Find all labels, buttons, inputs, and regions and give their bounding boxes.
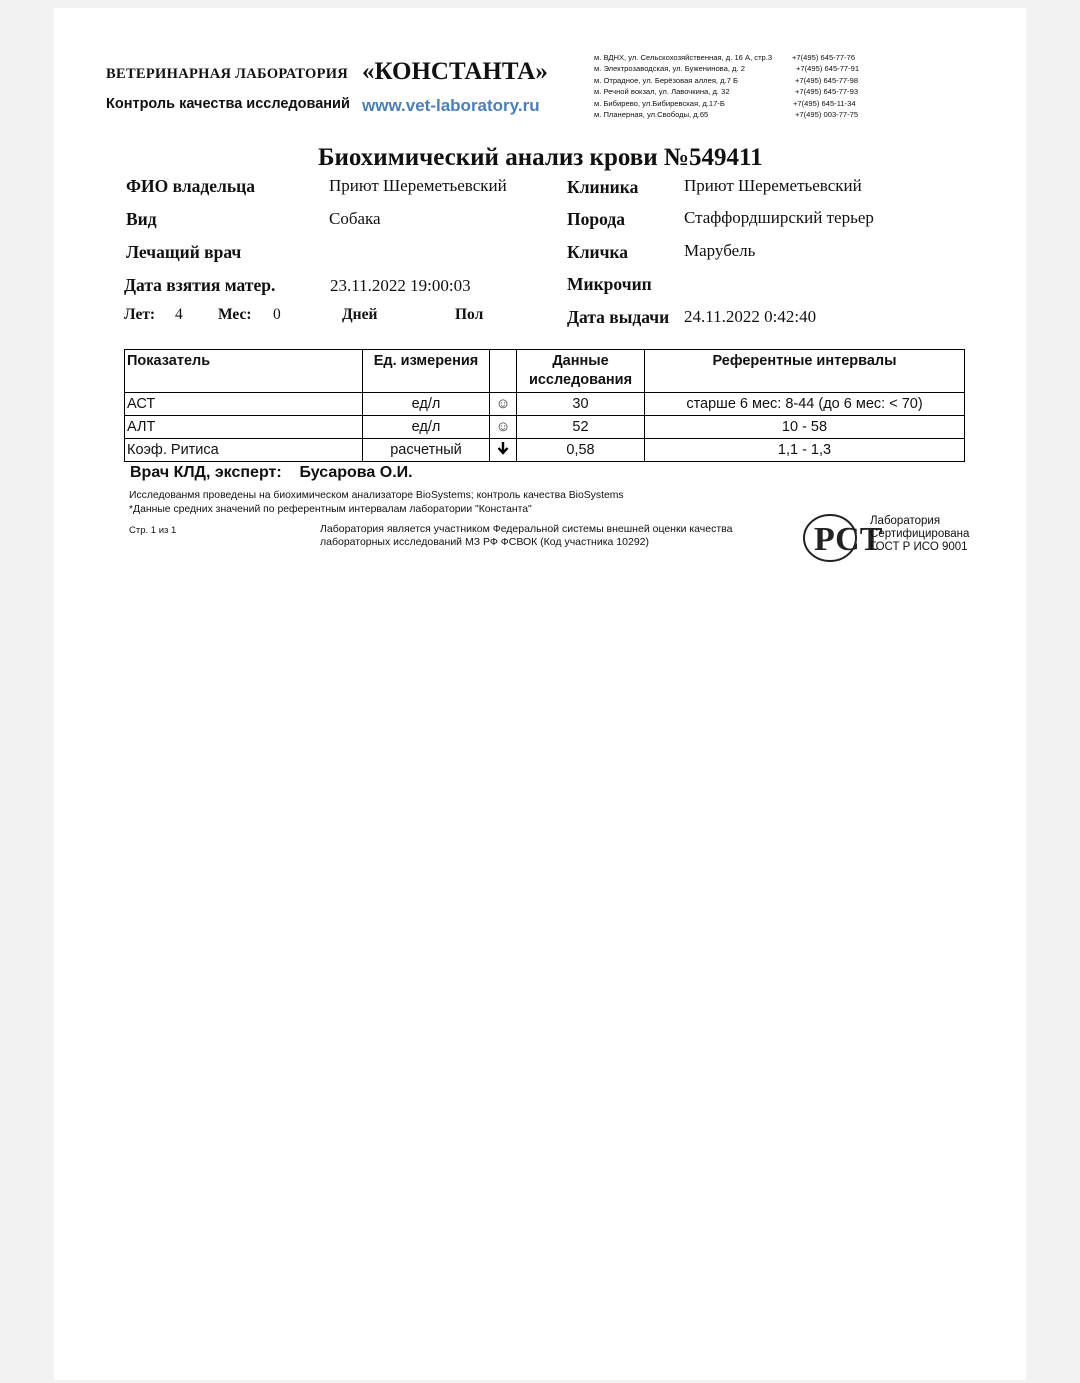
owner-value: Приют Шереметьевский: [329, 176, 507, 195]
fsvok-note: Лаборатория является участником Федеральной системы внешней оценки качества лабораторных исследований МЗ РФ ФСВОК (Код участника 10292): [320, 523, 733, 548]
breed-value: Стаффордширский терьер: [684, 208, 874, 227]
issue-date-value: 24.11.2022 0:42:40: [684, 307, 817, 326]
arrow-down-icon: [496, 441, 510, 455]
page-number: Стр. 1 из 1: [129, 525, 177, 536]
branch-item: м. ВДНХ, ул. Сельскохозяйственная, д. 16 А, стр.3 +7(495) 645-77-76: [594, 53, 856, 62]
lab-name: «КОНСТАНТА»: [362, 58, 548, 85]
unit-cell: ед/л: [363, 416, 490, 439]
param-cell: Коэф. Ритиса: [125, 439, 363, 462]
param-cell: АЛТ: [125, 416, 363, 439]
species-label: Вид: [126, 209, 157, 229]
branch-item: м. Планерная, ул.Свободы, д.65 +7(495) 003-77-75: [594, 110, 859, 120]
lab-title: ВЕТЕРИНАРНАЯ ЛАБОРАТОРИЯ: [106, 66, 349, 82]
pet-name-value: Марубель: [684, 241, 756, 260]
lab-website: www.vet-laboratory.ru: [362, 96, 540, 115]
certification-logo-icon: [802, 512, 883, 564]
arrow-down-icon: [490, 439, 517, 462]
document-page: [54, 8, 1026, 1380]
result-cell: 30: [517, 393, 645, 416]
clinic-label: Клиника: [567, 177, 639, 197]
header-flag: [490, 350, 517, 393]
clinic-value: Приют Шереметьевский: [684, 176, 862, 195]
branch-list: [594, 52, 868, 120]
months-value: 0: [273, 306, 281, 323]
sample-date-value: 23.11.2022 19:00:03: [330, 276, 471, 295]
days-label: Дней: [342, 306, 378, 323]
header-param: Показатель: [125, 350, 363, 393]
result-cell: 0,58: [517, 439, 645, 462]
header-result: Данные исследования: [517, 350, 645, 393]
reference-cell: 1,1 - 1,3: [645, 439, 965, 462]
table-header-row: [125, 350, 965, 393]
pet-name-label: Кличка: [567, 242, 629, 262]
expert-doctor: [130, 464, 413, 482]
branch-item: м. Бибирево, ул.Бибиревская, д.17-Б +7(495) 645-11-34: [594, 98, 856, 108]
expert-label: Врач КЛД, эксперт:: [130, 464, 282, 481]
expert-name: Бусарова О.И.: [299, 464, 413, 481]
result-cell: 52: [517, 416, 645, 439]
table-row: [125, 393, 965, 416]
issue-date-label: Дата выдачи: [567, 307, 670, 327]
branch-item: м. Электрозаводская, ул. Буженинова, д. 2 +7(495) 645-77-91: [594, 64, 860, 74]
owner-label: ФИО владельца: [126, 176, 255, 196]
cert-logo-text: РСТ: [814, 521, 883, 558]
document-title: Биохимический анализ крови №549411: [318, 144, 763, 171]
table-row: [125, 416, 965, 439]
reference-cell: 10 - 58: [645, 416, 965, 439]
smiley-icon: ☺: [490, 416, 517, 439]
months-label: Мес:: [218, 306, 252, 323]
certification-text: Лаборатория Сертифицирована ГОСТ Р ИСО 9001: [870, 515, 970, 553]
sample-date-label: Дата взятия матер.: [124, 275, 276, 295]
species-value: Собака: [329, 209, 381, 228]
unit-cell: расчетный: [363, 439, 490, 462]
reference-note: *Данные средних значений по референтным интервалам лаборатории "Константа": [129, 504, 532, 515]
param-cell: АСТ: [125, 393, 363, 416]
unit-cell: ед/л: [363, 393, 490, 416]
breed-label: Порода: [567, 209, 625, 229]
sex-label: Пол: [455, 306, 484, 323]
header-unit: Ед. измерения: [363, 350, 490, 393]
reference-cell: старше 6 мес: 8-44 (до 6 мес: < 70): [645, 393, 965, 416]
lab-subtitle: Контроль качества исследований: [106, 96, 350, 112]
table-row: [125, 439, 965, 462]
years-label: Лет:: [124, 306, 156, 323]
attending-doctor-label: Лечащий врач: [126, 242, 242, 262]
branch-item: м. Речной вокзал, ул. Лавочкина, д. 32 +7(495) 645-77-93: [594, 87, 859, 97]
results-table: [124, 349, 965, 462]
years-value: 4: [175, 306, 183, 323]
analyzer-note: Исследованмя проведены на биохимическом анализаторе BioSystems; контроль качества BioSystems: [129, 490, 624, 501]
branch-item: м. Отрадное, ул. Берёзовая аллея, д.7 Б +7(495) 645-77-98: [594, 75, 859, 85]
microchip-label: Микрочип: [567, 274, 652, 294]
smiley-icon: ☺: [490, 393, 517, 416]
header-reference: Референтные интервалы: [645, 350, 965, 393]
